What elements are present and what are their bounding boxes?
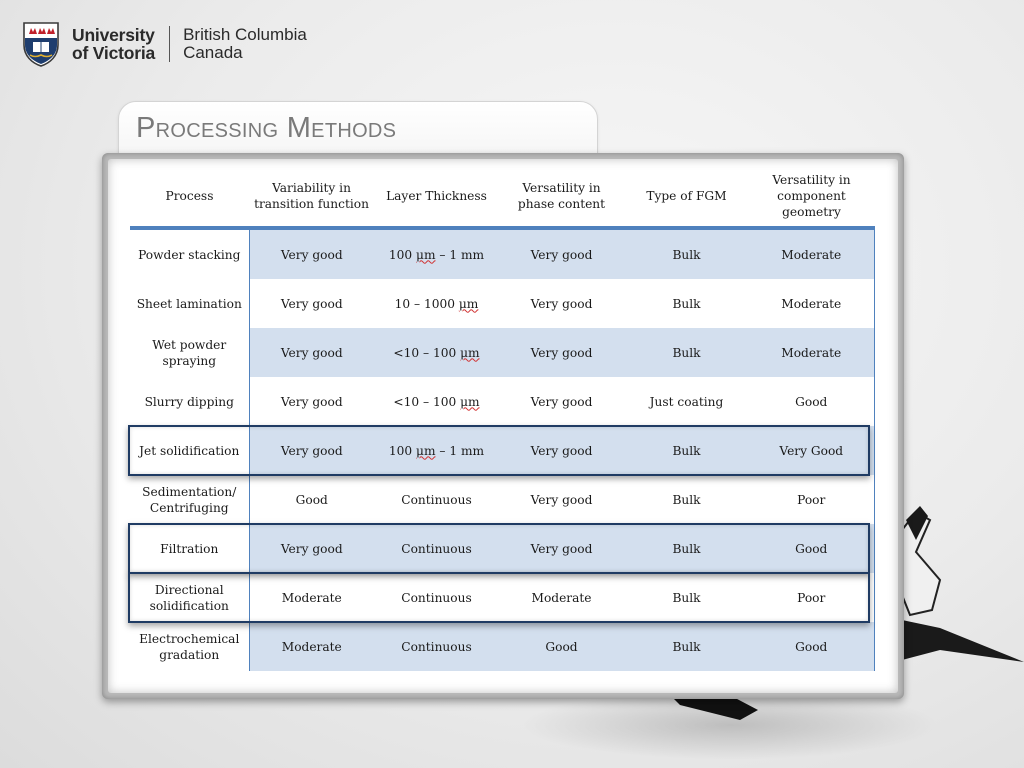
cell-process: Electrochemical gradation (130, 622, 249, 671)
cell-geometry-versatility: Moderate (749, 279, 874, 328)
cell-phase-versatility: Very good (530, 492, 593, 507)
cell-phase-versatility: Very good (530, 394, 593, 409)
table-row (130, 573, 874, 622)
cell-process: Sedimentation/ Centrifuging (130, 475, 249, 524)
spellcheck-underline: μm (460, 345, 480, 360)
university-name (72, 26, 155, 62)
cell-layer-thickness: Continuous (374, 622, 499, 671)
cell-process: Wet powder spraying (130, 328, 249, 377)
cell-process: Slurry dipping (130, 377, 249, 426)
cell-fgm-type: Bulk (624, 328, 749, 377)
cell-variability: Good (295, 492, 328, 507)
cell-geometry-versatility: Poor (749, 475, 874, 524)
cell-layer-thickness: <10 – 100 μm (393, 394, 480, 409)
cell-variability: Very good (249, 426, 374, 475)
header-variability: Variability in transition function (249, 166, 374, 228)
university-name-line1: University (72, 25, 155, 45)
region-name-line1: British Columbia (183, 25, 307, 44)
cell-geometry-versatility: Moderate (749, 228, 874, 279)
cell-phase-versatility: Very good (530, 296, 593, 311)
cell-fgm-type: Just coating (649, 394, 724, 409)
cell-layer-thickness: Continuous (401, 590, 472, 605)
cell-phase-versatility: Very good (499, 228, 624, 279)
cell-fgm-type: Bulk (672, 296, 701, 311)
cell-geometry-versatility: Very Good (749, 426, 874, 475)
region-name (183, 26, 307, 62)
slide-title: Processing Methods (136, 112, 397, 144)
cell-process: Filtration (130, 524, 249, 573)
spellcheck-underline: μm (416, 247, 436, 262)
cell-fgm-type: Bulk (624, 426, 749, 475)
table-row (130, 426, 874, 475)
spellcheck-underline: μm (458, 296, 479, 311)
university-name-line2: of Victoria (72, 43, 156, 63)
table-row (130, 279, 874, 328)
table-row (130, 622, 874, 671)
cell-variability: Very good (280, 296, 343, 311)
cell-layer-thickness: <10 – 100 μm (374, 328, 499, 377)
cell-fgm-type: Bulk (624, 622, 749, 671)
table-row (130, 475, 874, 524)
cell-geometry-versatility: Good (749, 377, 874, 426)
cell-variability: Moderate (249, 622, 374, 671)
cell-process: Powder stacking (130, 228, 249, 279)
cell-variability: Very good (249, 524, 374, 573)
university-crest-icon (22, 21, 60, 67)
cell-layer-thickness: 100 μm – 1 mm (374, 228, 499, 279)
header-fgm-type: Type of FGM (624, 166, 749, 228)
university-logo (22, 20, 307, 68)
spellcheck-underline: μm (460, 394, 480, 409)
cell-fgm-type: Bulk (672, 492, 701, 507)
cell-geometry-versatility: Good (749, 524, 874, 573)
cell-fgm-type: Bulk (624, 228, 749, 279)
cell-layer-thickness: 10 – 1000 μm (394, 296, 479, 311)
cell-layer-thickness: 100 μm – 1 mm (374, 426, 499, 475)
cell-process: Directional solidification (130, 573, 249, 622)
table-row (130, 228, 874, 279)
cell-variability: Very good (280, 394, 343, 409)
header-layer-thickness: Layer Thickness (374, 166, 499, 228)
cell-process: Sheet lamination (130, 279, 249, 328)
table-row (130, 377, 874, 426)
cell-phase-versatility: Moderate (531, 590, 592, 605)
table-row (130, 524, 874, 573)
cell-phase-versatility: Very good (499, 328, 624, 377)
cell-variability: Very good (249, 328, 374, 377)
region-name-line2: Canada (183, 43, 243, 62)
cell-process: Jet solidification (130, 426, 249, 475)
table-row (130, 328, 874, 377)
table-header-row (130, 166, 874, 228)
cell-variability: Very good (249, 228, 374, 279)
cell-fgm-type: Bulk (672, 590, 701, 605)
logo-divider (169, 26, 170, 62)
header-geometry-versatility: Versatility in component geometry (749, 166, 874, 228)
cell-fgm-type: Bulk (624, 524, 749, 573)
cell-variability: Moderate (281, 590, 342, 605)
cell-phase-versatility: Good (499, 622, 624, 671)
cell-geometry-versatility: Moderate (749, 328, 874, 377)
header-phase-versatility: Versatility in phase content (499, 166, 624, 228)
cell-geometry-versatility: Good (749, 622, 874, 671)
cell-geometry-versatility: Poor (749, 573, 874, 622)
cell-phase-versatility: Very good (499, 524, 624, 573)
cell-phase-versatility: Very good (499, 426, 624, 475)
processing-methods-table (130, 166, 875, 671)
cell-layer-thickness: Continuous (374, 524, 499, 573)
header-process: Process (130, 166, 249, 228)
spellcheck-underline: μm (416, 443, 436, 458)
cell-layer-thickness: Continuous (401, 492, 472, 507)
